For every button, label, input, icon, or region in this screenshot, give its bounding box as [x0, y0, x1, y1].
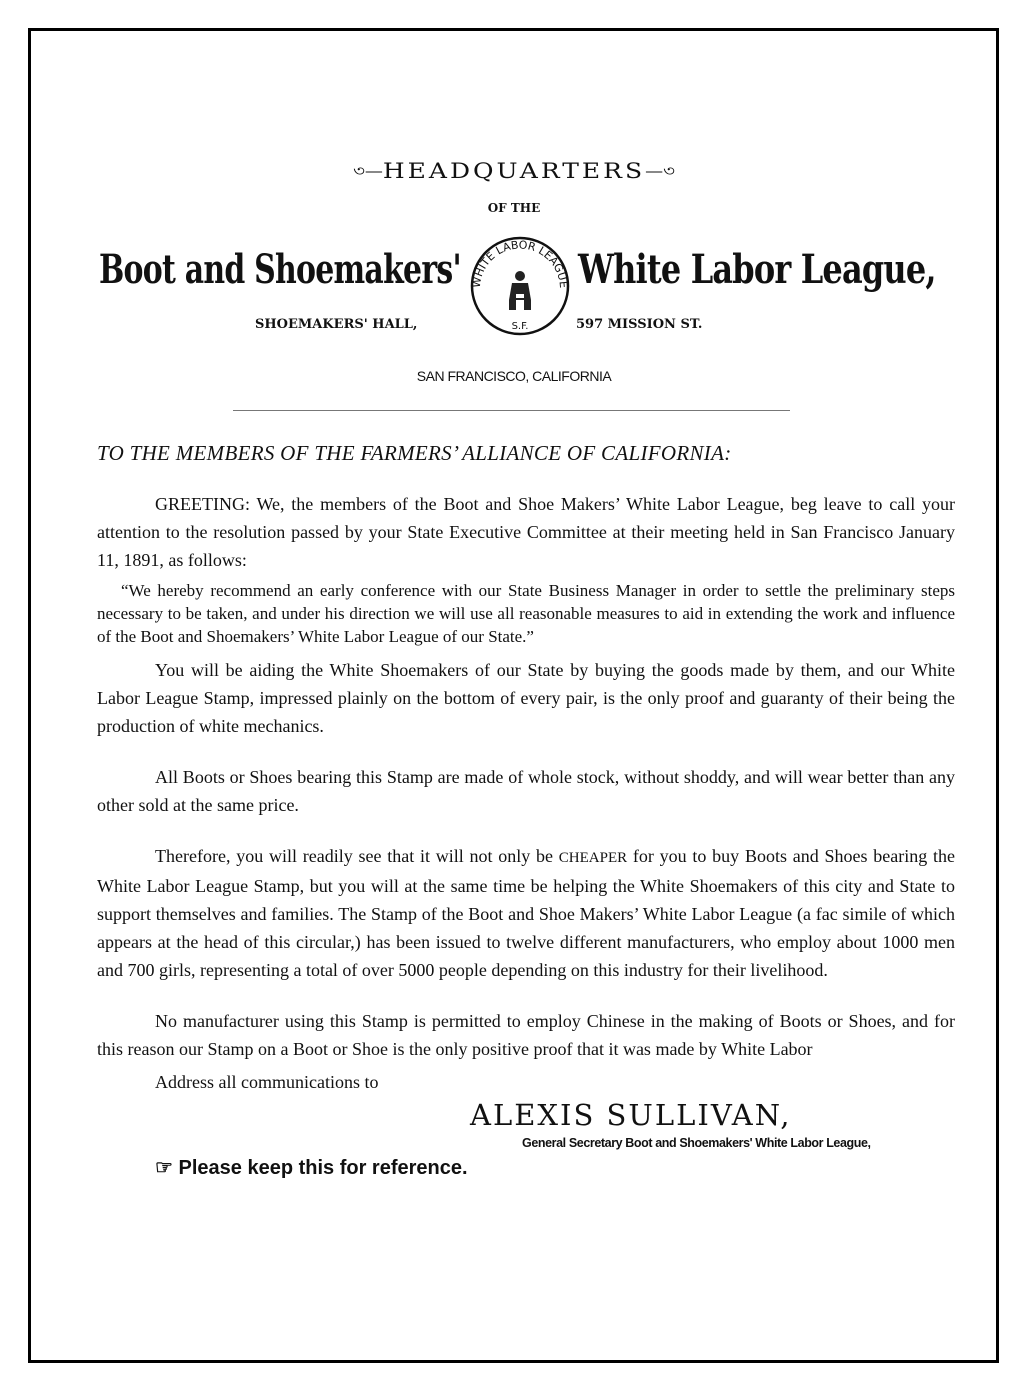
- city-line: SAN FRANCISCO, CALIFORNIA: [416, 368, 612, 384]
- org-name-right: White Labor League,: [578, 246, 936, 293]
- keep-note-text: Please keep this for reference.: [178, 1157, 468, 1179]
- paragraph-stamp-quality: All Boots or Shoes bearing this Stamp are made of whole stock, without shoddy, and will wear better than any other sold at the same price.: [97, 767, 955, 815]
- keep-note: [155, 1155, 955, 1181]
- salutation: TO THE MEMBERS OF THE FARMERS’ ALLIANCE OF CALIFORNIA:: [97, 441, 732, 465]
- svg-text:WHITE LABOR LEAGUE: WHITE LABOR LEAGUE: [470, 238, 570, 289]
- closing: [97, 1069, 955, 1181]
- paragraph-manufacturer: No manufacturer using this Stamp is permitted to employ Chinese in the making of Boots or Shoes, and for this reason our Stamp on a Boot or Shoe is the only positive proof that it was made by White Labor: [97, 1011, 955, 1059]
- address-line: Address all communications to: [155, 1072, 379, 1092]
- paragraph-therefore: [97, 842, 955, 984]
- headquarters-text: HEADQUARTERS: [382, 158, 646, 184]
- text: Therefore, you will readily see that it will not only be: [155, 846, 559, 866]
- ornament-left-icon: ৩—: [353, 162, 383, 181]
- signatory-title: General Secretary Boot and Shoemakers' White Labor League,: [522, 1136, 871, 1150]
- paragraph-aiding: You will be aiding the White Shoemakers of our State by buying the goods made by them, and our White Labor League Stamp, impressed plainly on the bottom of every pair, is the only proof and guaranty of their being the production of white mechanics.: [97, 660, 955, 736]
- hall-address: SHOEMAKERS' HALL,: [255, 317, 418, 332]
- ornament-right-icon: —৩: [645, 162, 675, 181]
- paragraph-greeting: GREETING: We, the members of the Boot and Shoe Makers’ White Labor League, beg leave to call your attention to the resolution passed by your State Executive Committee at their meeting held in San Francisco January 11, 1891, as follows:: [97, 494, 955, 570]
- cheaper-emphasis: CHEAPER: [558, 850, 628, 866]
- letter-body: [97, 490, 955, 1181]
- pointing-hand-icon: ☞: [155, 1157, 173, 1179]
- signatory-name: ALEXIS SULLIVAN,: [470, 1098, 792, 1132]
- of-the: OF THE: [487, 201, 541, 215]
- org-name-left: Boot and Shoemakers': [99, 246, 461, 293]
- letterhead-headquarters: [0, 158, 1028, 185]
- league-seal: [470, 236, 570, 336]
- paragraph-quote: “We hereby recommend an early conference with our State Business Manager in order to settle the preliminary steps necessary to be taken, and under his direction we will use all reasonable measures to aid in extending the work and influence of the Boot and Shoemakers’ White Labor League of our State.”: [97, 581, 955, 646]
- svg-text:S.F.: S.F.: [511, 321, 529, 332]
- text: for you to buy Boots and Shoes bearing the White Labor League Stamp, but you will at the same time be helping the White Shoemakers of this city and State to support themselves and families. The Stamp of the Boot and Shoe Makers’ White Labor League (a fac simile of which appears at the head of this circular,) has been issued to twelve different manufacturers, who employ about 1000 men and 700 girls, representing a total of over 5000 people depending on this industry for their livelihood.: [97, 846, 955, 980]
- divider: [233, 410, 790, 411]
- street-address: 597 MISSION ST.: [576, 317, 703, 332]
